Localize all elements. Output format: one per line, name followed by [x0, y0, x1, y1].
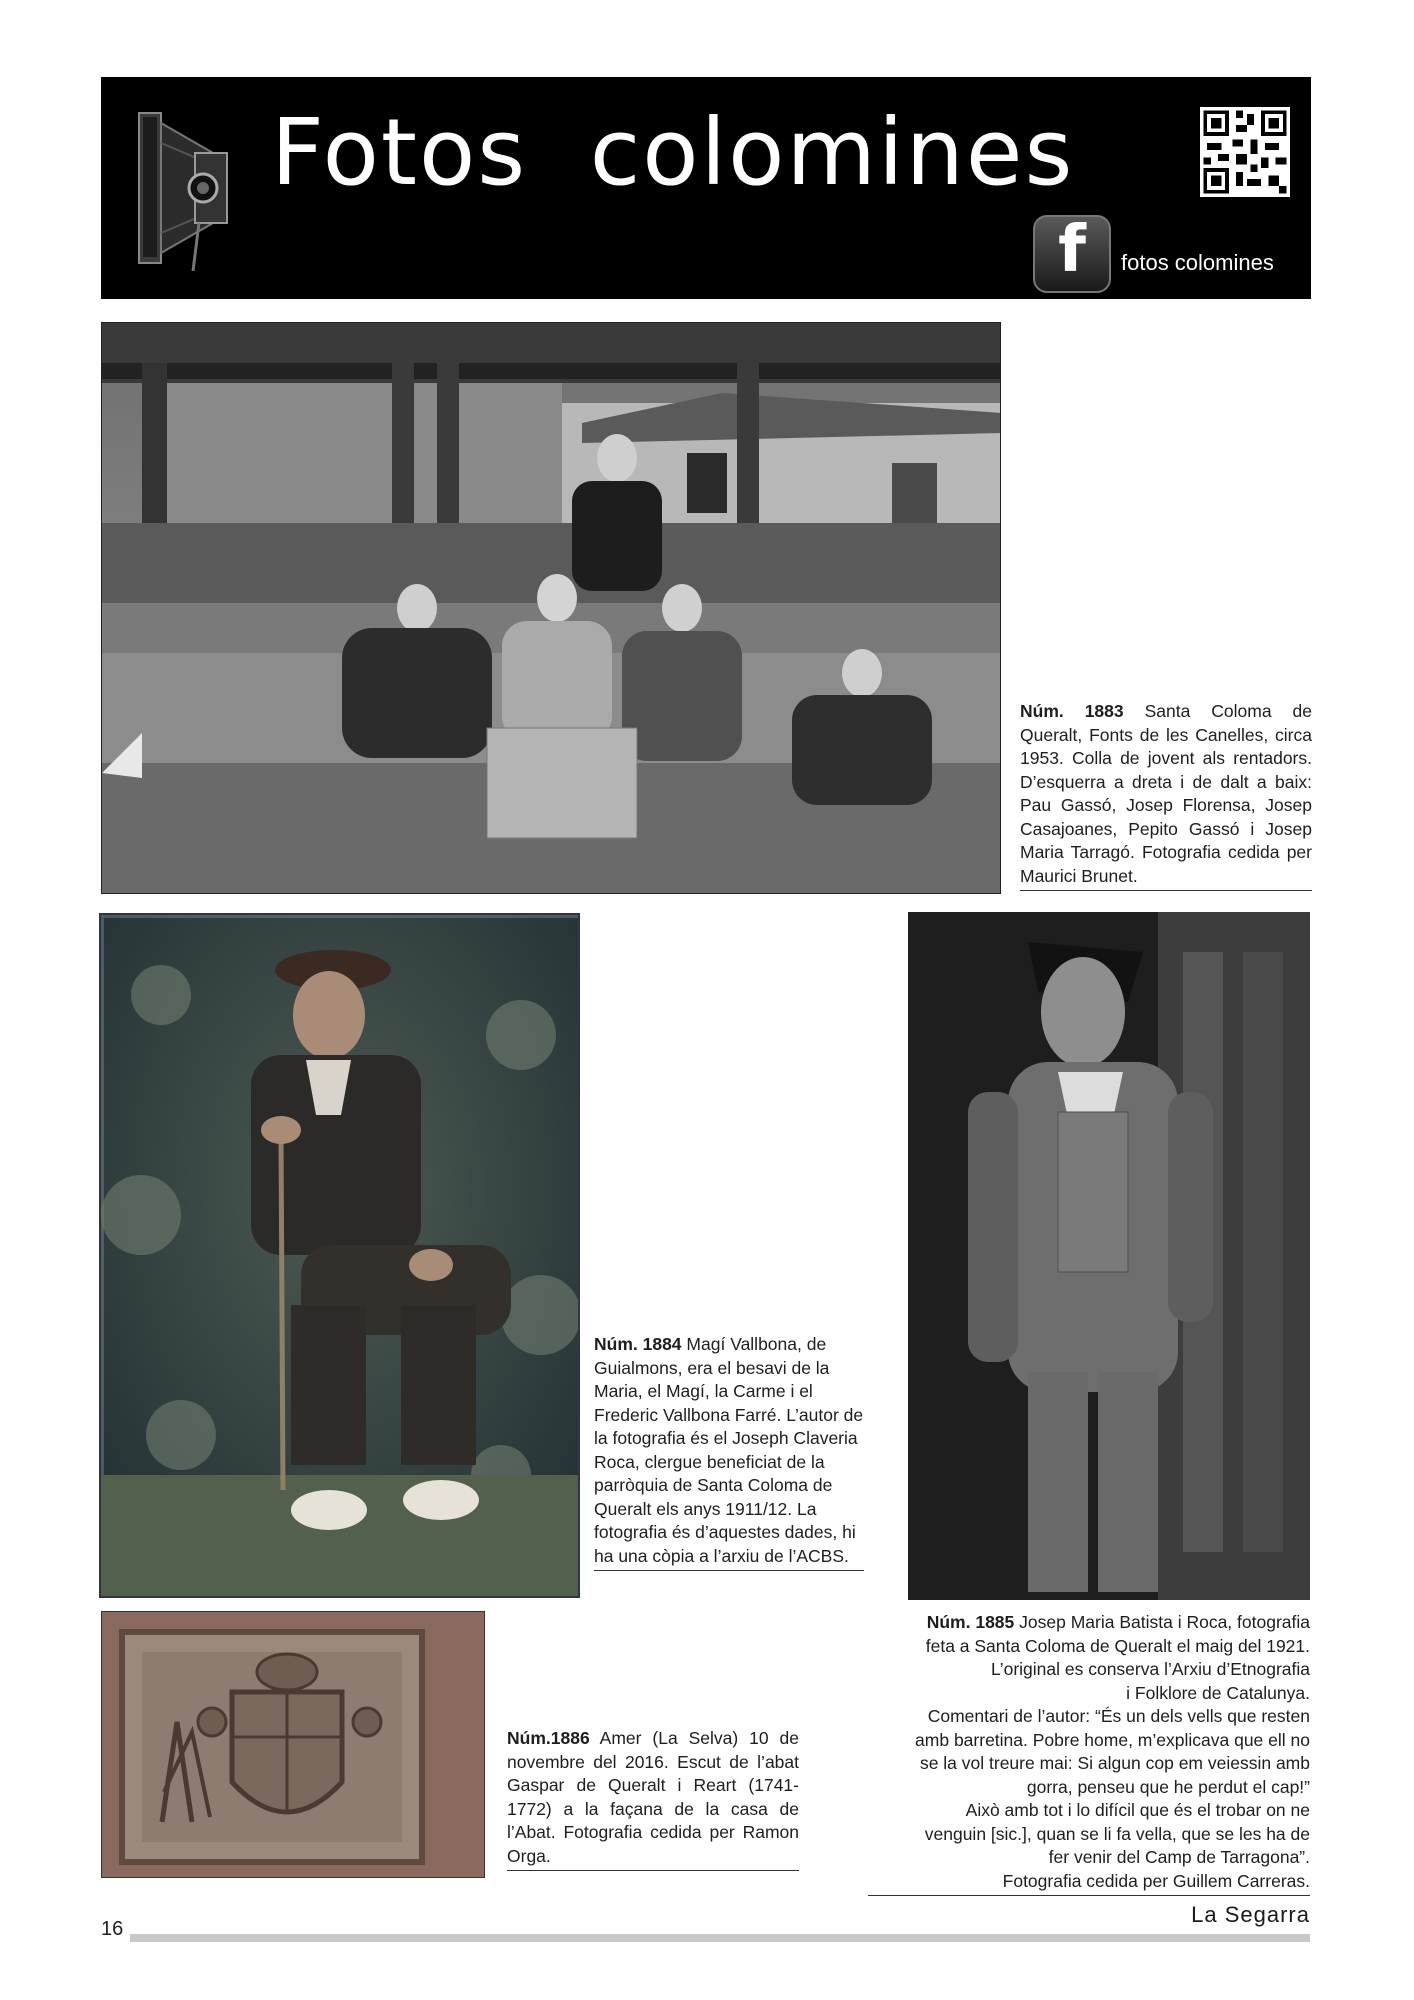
caption-number: Núm. 1883: [1020, 701, 1124, 721]
caption-line: L’original es conserva l’Arxiu d’Etnografia: [990, 1659, 1310, 1679]
caption-text: Magí Vallbona, de Guialmons, era el besavi de la Maria, el Magí, la Carme i el Frederic Vallbona Farré. L’autor de la fotografia és el Joseph Claveria Roca, clergue beneficiat de la parròquia de Santa Coloma de Queralt els anys 1911/12. La fotografia és d’aquestes dades, hi ha una còpia a l’arxiu de l’ACBS.: [594, 1334, 864, 1566]
caption-text: Santa Coloma de Queralt, Fonts de les Canelles, circa 1953. Colla de jovent als rentadors. D’esquerra a dreta i de dalt a baix: Pau Gassó, Josep Florensa, Josep Casajoanes, Pepito Gassó i Josep Maria Tarragó. Fotografia cedida per Maurici Brunet.: [1020, 701, 1312, 886]
caption-line: feta a Santa Coloma de Queralt el maig del 1921.: [925, 1635, 1310, 1656]
caption-line: venguin [sic.], quan se li fa vella, que se les ha de: [924, 1823, 1310, 1844]
facebook-icon-letter: f: [1058, 213, 1086, 287]
caption-number: Núm. 1884: [594, 1334, 682, 1354]
photo-1886: [101, 1611, 485, 1878]
caption-1884: [594, 1333, 864, 1571]
magazine-name: La Segarra: [1191, 1902, 1310, 1927]
footer-divider: [130, 1934, 1310, 1942]
caption-line: Això amb tot i lo difícil que és el trobar on ne: [965, 1800, 1310, 1820]
photo-1883: [101, 322, 1001, 894]
caption-line: i Folklore de Catalunya.: [1126, 1682, 1310, 1703]
photo-1885: [908, 912, 1310, 1600]
photo-1884: [99, 913, 580, 1598]
caption-line: amb barretina. Pobre home, m’explicava que ell no: [915, 1729, 1310, 1750]
facebook-label[interactable]: fotos colomines: [1121, 250, 1274, 275]
caption-number: Núm.1886: [507, 1728, 590, 1748]
caption-1883: [1020, 700, 1312, 891]
facebook-icon[interactable]: [1033, 215, 1111, 293]
caption-line: Comentari de l’autor: “És un dels vells que resten: [927, 1706, 1310, 1726]
caption-line: Núm. 1885 Josep Maria Batista i Roca, fotografia: [926, 1612, 1310, 1632]
camera-icon: [133, 103, 233, 273]
caption-line: Fotografia cedida per Guillem Carreras.: [1002, 1870, 1310, 1891]
header-banner: [101, 77, 1311, 299]
page-number: 16: [101, 1918, 124, 1940]
caption-line: gorra, penseu que he perdut el cap!”: [1026, 1776, 1310, 1797]
qr-code-icon: [1200, 107, 1290, 197]
caption-line: se la vol treure mai: Si algun cop em veiessin amb: [919, 1753, 1310, 1773]
caption-1886: [507, 1727, 799, 1871]
caption-1885: [868, 1611, 1310, 1896]
banner-title: Fotos colomines: [271, 99, 1075, 206]
caption-number: Núm. 1885: [926, 1612, 1015, 1632]
caption-text: Amer (La Selva) 10 de novembre del 2016. Escut de l’abat Gaspar de Queralt i Reart (1741-1772) a la façana de la casa de l’Abat. Fotografia cedida per Ramon Orga.: [507, 1728, 799, 1866]
caption-line: fer venir del Camp de Tarragona”.: [1048, 1847, 1310, 1867]
